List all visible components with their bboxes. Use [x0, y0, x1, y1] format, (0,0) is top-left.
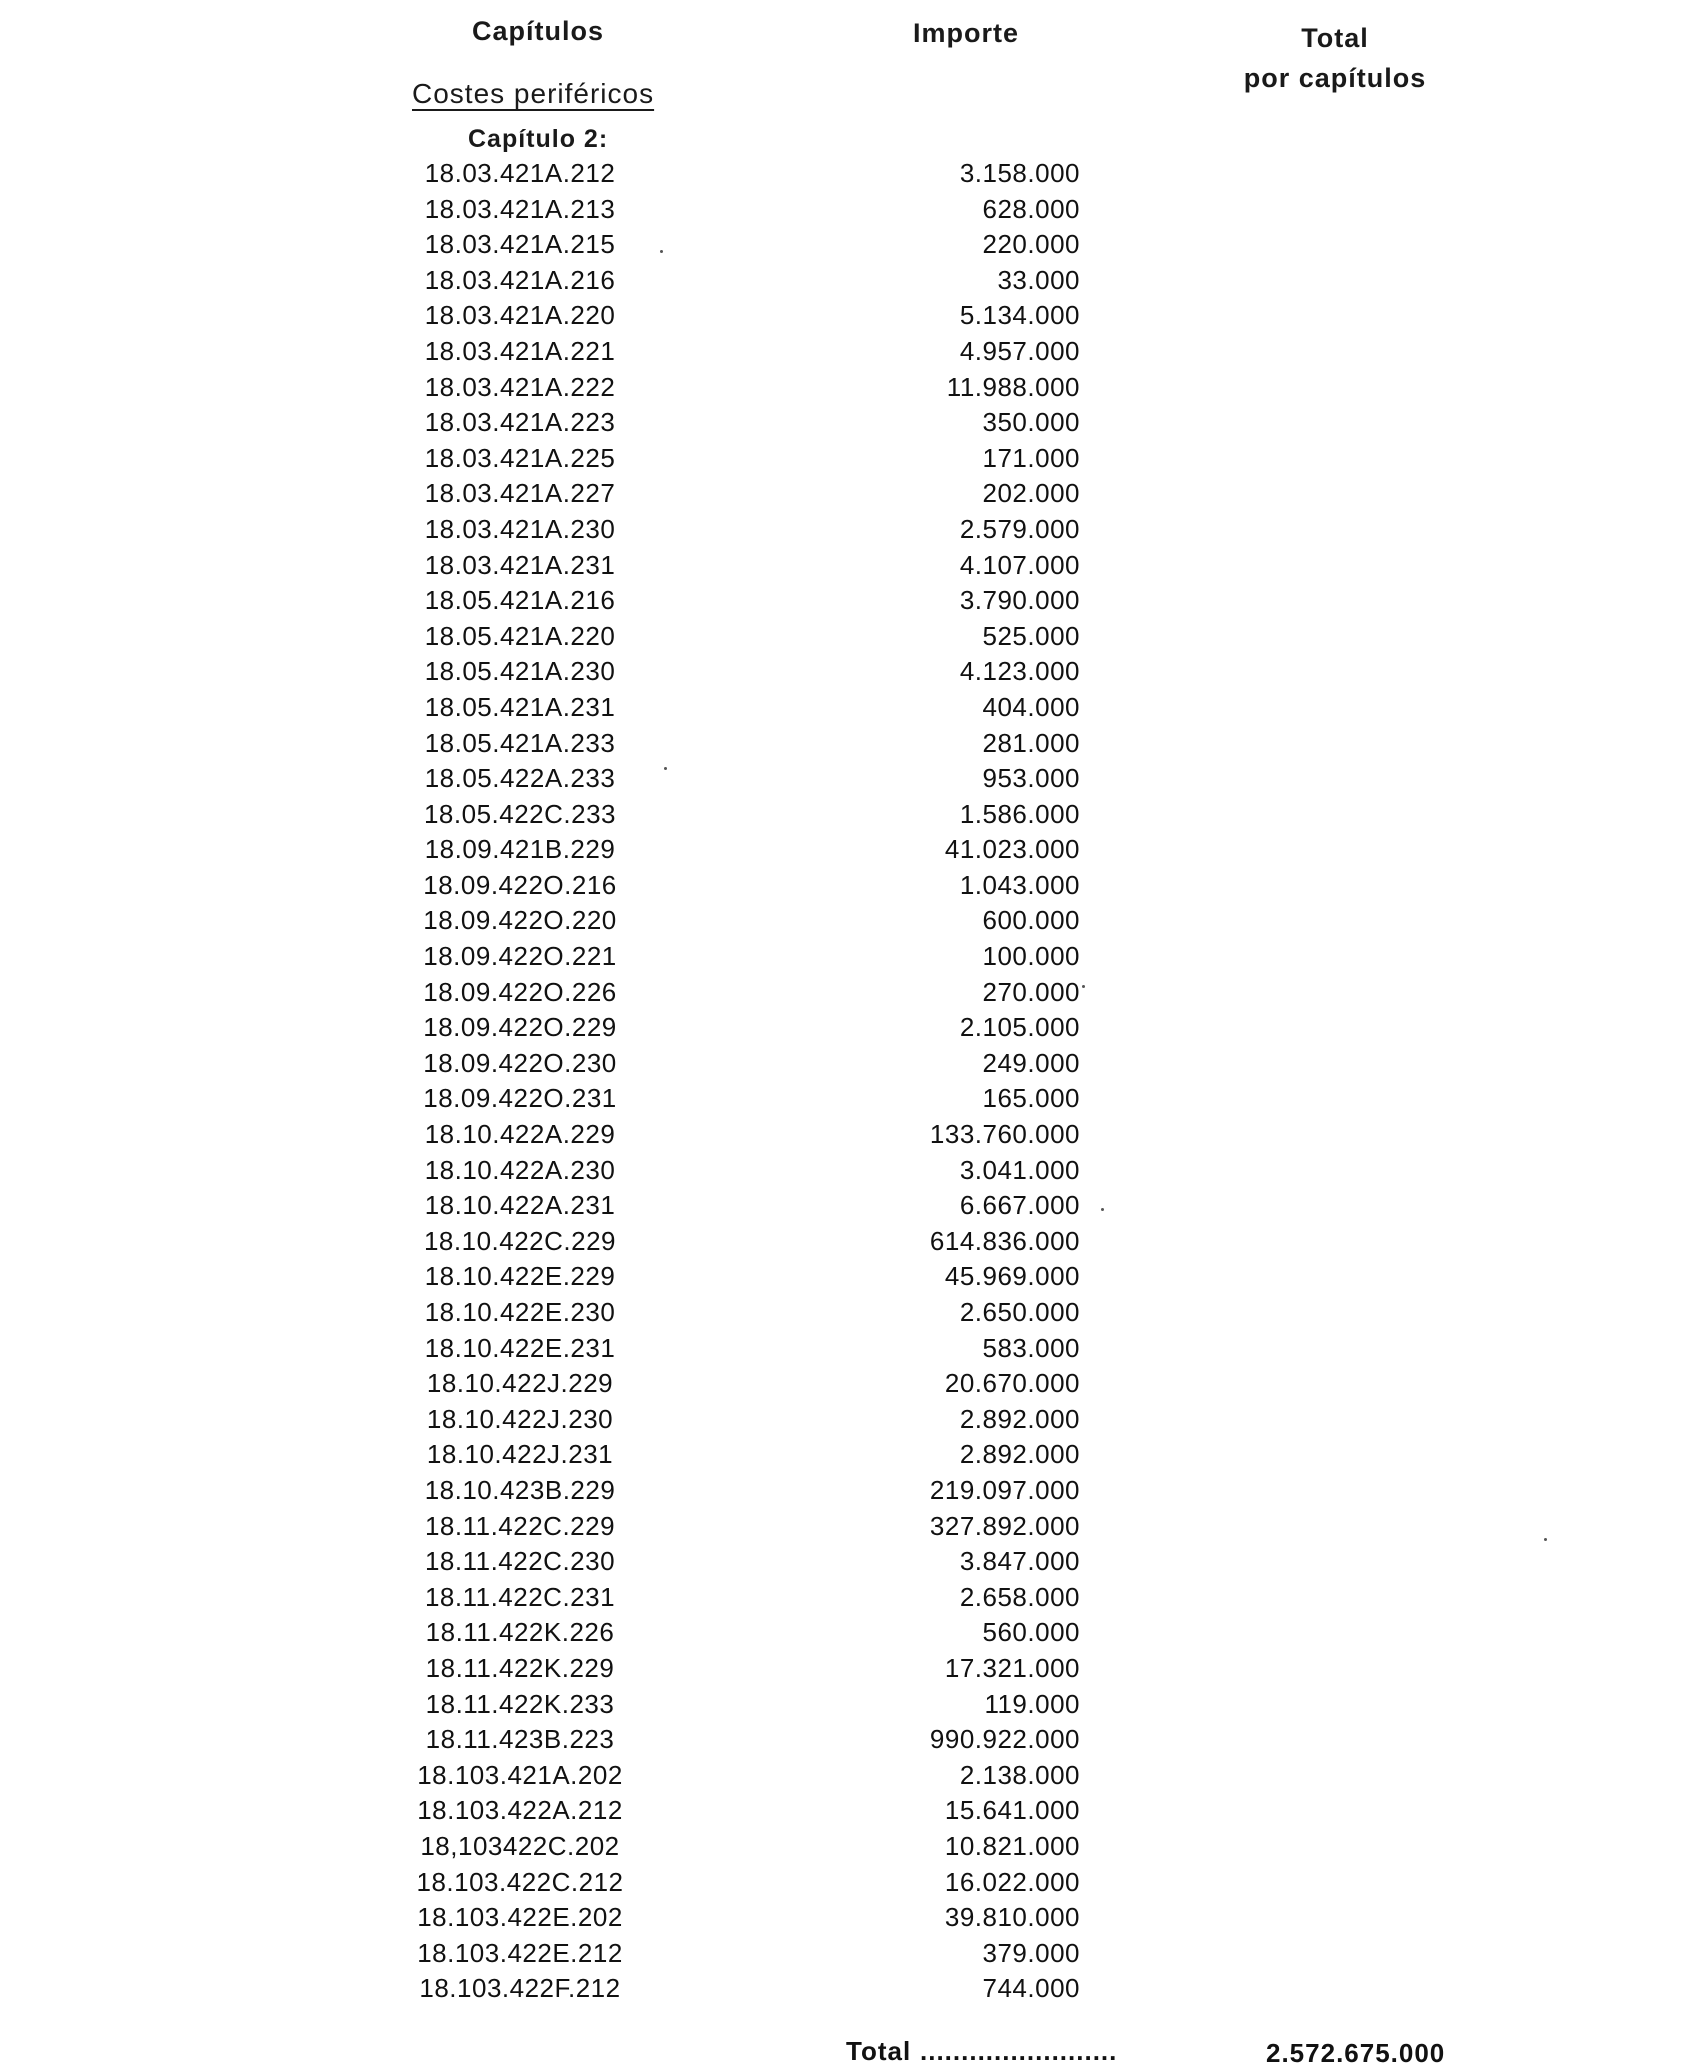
- budget-amount: 1.043.000: [959, 869, 1080, 900]
- budget-code: 18.05.421A.220: [424, 620, 616, 651]
- table-row: [0, 1829, 1692, 1865]
- budget-code: 18.03.421A.221: [424, 335, 616, 366]
- table-row: [0, 1509, 1692, 1545]
- scan-speck: [660, 250, 663, 253]
- budget-amount: 133.760.000: [929, 1119, 1080, 1150]
- column-header-capitulos: Capítulos: [472, 16, 605, 46]
- budget-code: 18.05.421A.216: [424, 585, 616, 616]
- budget-amount: 11.988.000: [946, 371, 1080, 402]
- budget-code: 18.10.422E.230: [424, 1297, 616, 1327]
- table-row: [0, 1544, 1692, 1580]
- table-row: [0, 1188, 1692, 1224]
- budget-code: 18.03.421A.216: [424, 264, 616, 295]
- budget-amount: 614.836.000: [929, 1225, 1080, 1256]
- table-row: [0, 975, 1692, 1011]
- column-header-importe: Importe: [913, 18, 1020, 48]
- budget-code: 18.05.421A.233: [424, 727, 616, 758]
- table-row: [0, 797, 1692, 833]
- budget-amount: 628.000: [982, 193, 1080, 224]
- budget-code: 18.10.422J.231: [426, 1439, 614, 1470]
- budget-code: 18.03.421A.215: [424, 229, 616, 260]
- table-row: [0, 1081, 1692, 1117]
- budget-code: 18,103422C.202: [420, 1830, 620, 1861]
- table-row: [0, 1758, 1692, 1794]
- budget-amount: 6.667.000: [959, 1190, 1080, 1221]
- budget-code: 18.03.421A.213: [424, 193, 616, 224]
- budget-code: 18.09.422O.220: [423, 905, 617, 936]
- table-row: [0, 1722, 1692, 1758]
- table-row: [0, 1971, 1692, 2007]
- budget-code: 18.03.421A.227: [424, 478, 616, 509]
- budget-code: 18.09.422O.230: [423, 1047, 617, 1078]
- table-row: [0, 939, 1692, 975]
- table-row: [0, 726, 1692, 762]
- budget-code: 18.03.421A.212: [424, 158, 616, 188]
- column-header-total-line2: por capítulos: [1243, 63, 1427, 93]
- budget-code: 18.03.421A.220: [424, 300, 616, 331]
- table-row: [0, 1687, 1692, 1723]
- budget-amount: 249.000: [982, 1047, 1080, 1078]
- table-row: [0, 263, 1692, 299]
- table-row: [0, 1900, 1692, 1936]
- table-row: [0, 832, 1692, 868]
- table-row: [0, 156, 1692, 192]
- budget-code: 18.10.422E.229: [424, 1261, 616, 1292]
- scan-speck: [1101, 1208, 1104, 1211]
- budget-amount: 119.000: [984, 1688, 1080, 1719]
- budget-amount: 39.810.000: [944, 1902, 1080, 1933]
- budget-amount: 2.892.000: [959, 1439, 1080, 1470]
- budget-code: 18.05.421A.230: [424, 656, 616, 687]
- budget-amount: 350.000: [982, 407, 1080, 438]
- table-row: [0, 548, 1692, 584]
- budget-amount: 270.000: [982, 976, 1080, 1007]
- scan-speck: [664, 767, 667, 770]
- table-row: [0, 1224, 1692, 1260]
- budget-amount: 202.000: [982, 478, 1080, 509]
- table-row: [0, 1010, 1692, 1046]
- budget-code: 18.11.422K.229: [425, 1652, 615, 1683]
- table-row: [0, 868, 1692, 904]
- budget-amount: 3.790.000: [959, 585, 1080, 616]
- budget-code: 18.11.423B.223: [425, 1724, 615, 1755]
- budget-code: 18.03.421A.223: [424, 407, 616, 438]
- table-row: [0, 1366, 1692, 1402]
- budget-code: 18.10.422E.231: [424, 1332, 616, 1363]
- budget-amount: 327.892.000: [929, 1510, 1080, 1541]
- budget-code: 18.03.421A.231: [424, 549, 616, 580]
- table-row: [0, 1473, 1692, 1509]
- budget-amount: 3.158.000: [959, 158, 1080, 188]
- budget-amount: 2.658.000: [959, 1581, 1080, 1612]
- budget-amount: 583.000: [982, 1332, 1080, 1363]
- budget-amount: 744.000: [982, 1973, 1080, 2004]
- budget-code: 18.103.421A.202: [417, 1759, 623, 1790]
- budget-amount: 165.000: [982, 1083, 1080, 1114]
- table-row: [0, 1936, 1692, 1972]
- budget-code: 18.09.422O.226: [423, 976, 617, 1007]
- budget-code: 18.11.422C.231: [424, 1581, 616, 1612]
- total-label: Total: [846, 2036, 912, 2066]
- budget-amount: 2.105.000: [959, 1012, 1080, 1043]
- table-row: [0, 512, 1692, 548]
- budget-code: 18.03.421A.225: [424, 442, 616, 473]
- table-row: [0, 583, 1692, 619]
- budget-amount: 404.000: [982, 691, 1080, 722]
- budget-code: 18.09.422O.229: [423, 1012, 617, 1043]
- budget-code: 18.10.422A.230: [424, 1154, 616, 1185]
- table-row: [0, 298, 1692, 334]
- budget-code: 18.10.422J.229: [426, 1368, 614, 1399]
- budget-amount: 2.138.000: [959, 1759, 1080, 1790]
- table-row: [0, 654, 1692, 690]
- budget-code: 18.103.422A.212: [417, 1795, 623, 1826]
- budget-amount: 171.000: [982, 442, 1080, 473]
- budget-code: 18.103.422C.212: [416, 1866, 624, 1897]
- budget-amount: 219.097.000: [929, 1474, 1080, 1505]
- scan-speck: [1082, 985, 1085, 988]
- budget-code: 18.09.422O.221: [423, 941, 617, 972]
- budget-amount: 1.586.000: [959, 798, 1080, 829]
- budget-line-list: [0, 156, 1692, 2007]
- budget-amount: 990.922.000: [929, 1724, 1080, 1755]
- table-row: [0, 1331, 1692, 1367]
- budget-code: 18.03.421A.230: [424, 513, 616, 544]
- budget-code: 18.10.423B.229: [424, 1474, 616, 1505]
- scan-speck: [1544, 1538, 1547, 1541]
- table-row: [0, 227, 1692, 263]
- budget-code: 18.103.422E.202: [417, 1902, 623, 1933]
- budget-amount: 4.957.000: [959, 335, 1080, 366]
- column-header-total-line1: Total: [1301, 23, 1369, 53]
- budget-amount: 3.847.000: [959, 1546, 1080, 1577]
- budget-amount: 2.579.000: [959, 513, 1080, 544]
- table-row: [0, 192, 1692, 228]
- budget-code: 18.09.421B.229: [424, 834, 616, 865]
- table-row: [0, 1865, 1692, 1901]
- budget-code: 18.11.422C.230: [424, 1546, 616, 1577]
- budget-amount: 953.000: [982, 763, 1080, 794]
- budget-code: 18.10.422A.229: [424, 1119, 616, 1150]
- table-row: [0, 334, 1692, 370]
- budget-amount: 2.650.000: [959, 1297, 1080, 1327]
- budget-amount: 220.000: [982, 229, 1080, 260]
- budget-code: 18.103.422F.212: [419, 1973, 621, 2004]
- table-row: [0, 441, 1692, 477]
- table-row: [0, 1651, 1692, 1687]
- total-value: 2.572.675.000: [1266, 2038, 1446, 2068]
- table-row: [0, 690, 1692, 726]
- table-row: [0, 761, 1692, 797]
- budget-amount: 41.023.000: [944, 834, 1080, 865]
- budget-code: 18.11.422C.229: [424, 1510, 616, 1541]
- table-row: [0, 1437, 1692, 1473]
- table-row: [0, 1117, 1692, 1153]
- budget-code: 18.09.422O.231: [423, 1083, 617, 1114]
- budget-amount: 45.969.000: [944, 1261, 1080, 1292]
- budget-amount: 379.000: [982, 1937, 1080, 1968]
- budget-amount: 600.000: [982, 905, 1080, 936]
- budget-amount: 15.641.000: [944, 1795, 1080, 1826]
- budget-amount: 4.123.000: [959, 656, 1080, 687]
- budget-code: 18.11.422K.226: [425, 1617, 615, 1648]
- budget-amount: 5.134.000: [959, 300, 1080, 331]
- table-row: [0, 405, 1692, 441]
- table-row: [0, 1615, 1692, 1651]
- table-row: [0, 1295, 1692, 1331]
- budget-amount: 33.000: [997, 264, 1080, 295]
- budget-amount: 10.821.000: [944, 1830, 1080, 1861]
- chapter-title: Capítulo 2:: [468, 125, 609, 153]
- budget-amount: 20.670.000: [944, 1368, 1080, 1399]
- table-row: [0, 619, 1692, 655]
- budget-code: 18.11.422K.233: [425, 1688, 615, 1719]
- budget-code: 18.05.422C.233: [423, 798, 617, 829]
- budget-amount: 16.022.000: [944, 1866, 1080, 1897]
- budget-amount: 4.107.000: [959, 549, 1080, 580]
- table-row: [0, 1402, 1692, 1438]
- budget-code: 18.10.422C.229: [423, 1225, 617, 1256]
- budget-code: 18.10.422J.230: [426, 1403, 614, 1434]
- budget-code: 18.05.422A.233: [424, 763, 616, 794]
- budget-code: 18.03.421A.222: [424, 371, 616, 402]
- table-row: [0, 370, 1692, 406]
- total-leader-dots: ........................: [920, 2036, 1118, 2066]
- budget-code: 18.05.421A.231: [424, 691, 616, 722]
- table-row: [0, 476, 1692, 512]
- table-row: [0, 1580, 1692, 1616]
- table-row: [0, 1153, 1692, 1189]
- column-header-total: [1230, 18, 1440, 98]
- budget-amount: 2.892.000: [959, 1403, 1080, 1434]
- table-row: [0, 903, 1692, 939]
- table-row: [0, 1793, 1692, 1829]
- budget-code: 18.09.422O.216: [423, 869, 617, 900]
- budget-amount: 525.000: [982, 620, 1080, 651]
- budget-code: 18.10.422A.231: [424, 1190, 616, 1221]
- budget-amount: 560.000: [982, 1617, 1080, 1648]
- section-title: Costes periféricos: [412, 78, 655, 109]
- table-row: [0, 1046, 1692, 1082]
- budget-amount: 100.000: [982, 941, 1080, 972]
- budget-amount: 17.321.000: [944, 1652, 1080, 1683]
- budget-code: 18.103.422E.212: [417, 1937, 623, 1968]
- budget-amount: 3.041.000: [959, 1154, 1080, 1185]
- budget-amount: 281.000: [982, 727, 1080, 758]
- table-row: [0, 1259, 1692, 1295]
